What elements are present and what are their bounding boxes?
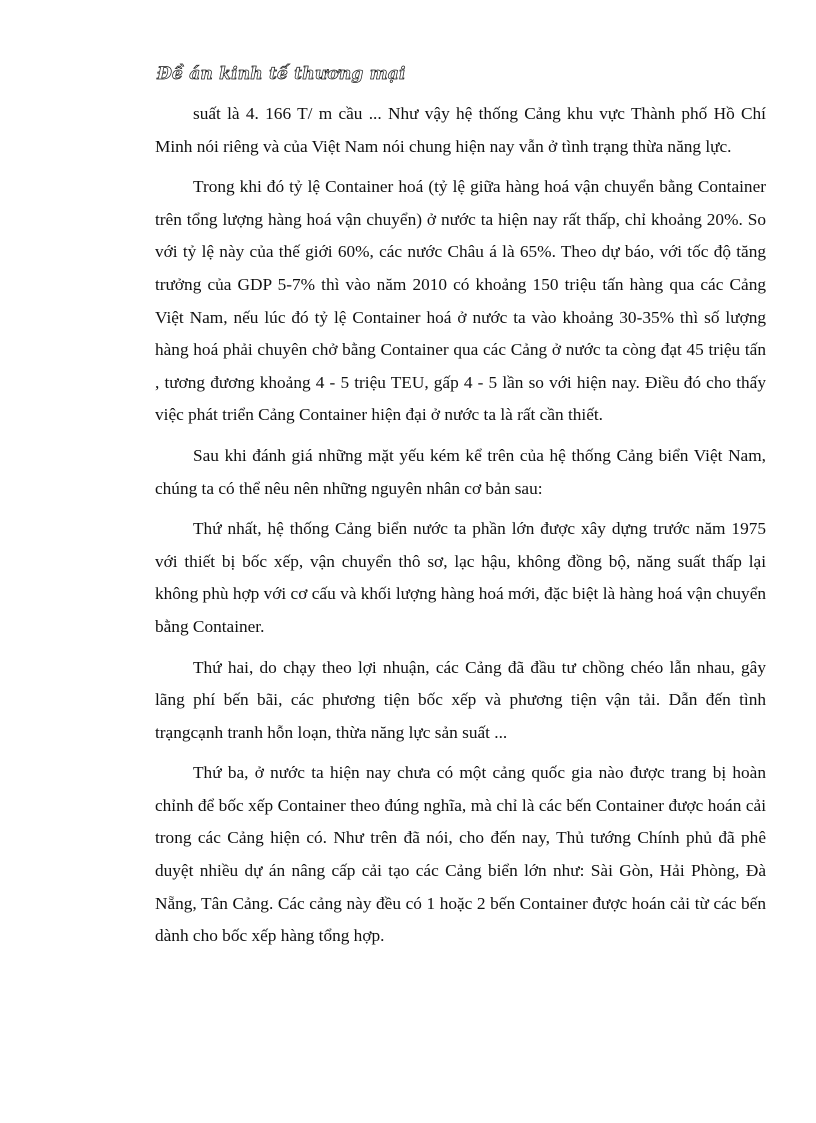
paragraph-continuation: suất là 4. 166 T/ m cầu ... Như vậy hệ thống Cảng khu vực Thành phố Hồ Chí Minh nói riêng và của Việt Nam nói chung hiện nay vẫn ở tình trạng thừa năng lực. [155, 104, 766, 156]
running-header: Đề án kinh tế thương mại [157, 64, 406, 84]
paragraph-container-ratio: Trong khi đó tỷ lệ Container hoá (tỷ lệ giữa hàng hoá vận chuyển bằng Container trên tổng lượng hàng hoá vận chuyển) ở nước ta hiện nay rất thấp, chỉ khoảng 20%. So với tỷ lệ này của thế giới 60%, các nước Châu á là 65%. Theo dự báo, với tốc độ tăng trưởng của GDP 5-7% thì vào năm 2010 có khoảng 150 triệu tấn hàng qua các Cảng Việt Nam, nếu lúc đó tỷ lệ Container hoá ở nước ta vào khoảng 30-35% thì số lượng hàng hoá phải chuyên chở bằng Container qua các Cảng ở nước ta còng đạt 45 triệu tấn , tương đương khoảng 4 - 5 triệu TEU, gấp 4 - 5 lần so với hiện nay. Điều đó cho thấy việc phát triển Cảng Container hiện đại ở nước ta là rất cần thiết. [155, 177, 766, 425]
paragraph-first-cause: Thứ nhất, hệ thống Cảng biển nước ta phần lớn được xây dựng trước năm 1975 với thiết bị bốc xếp, vận chuyển thô sơ, lạc hậu, không đồng bộ, năng suất thấp lại không phù hợp với cơ cấu và khối lượng hàng hoá mới, đặc biệt là hàng hoá vận chuyển bằng Container. [155, 519, 766, 636]
paragraph-second-cause: Thứ hai, do chạy theo lợi nhuận, các Cảng đã đầu tư chồng chéo lẫn nhau, gây lãng phí bến bãi, các phương tiện bốc xếp và phương tiện vận tải. Dẫn đến tình trạngcạnh tranh hỗn loạn, thừa năng lực sản suất ... [155, 657, 766, 742]
body-text [155, 98, 766, 953]
paragraph-causes-intro: Sau khi đánh giá những mặt yếu kém kể trên của hệ thống Cảng biển Việt Nam, chúng ta có thể nêu nên những nguyên nhân cơ bản sau: [155, 445, 766, 498]
paragraph-third-cause: Thứ ba, ở nước ta hiện nay chưa có một cảng quốc gia nào được trang bị hoàn chỉnh để bốc xếp Container theo đúng nghĩa, mà chỉ là các bến Container được hoán cải trong các Cảng hiện có. Như trên đã nói, cho đến nay, Thủ tướng Chính phủ đã phê duyệt nhiều dự án nâng cấp cải tạo các Cảng biển lớn như: Sài Gòn, Hải Phòng, Đà Nẵng, Tân Cảng. Các cảng này đều có 1 hoặc 2 bến Container được hoán cải từ các bến dành cho bốc xếp hàng tổng hợp. [155, 763, 766, 946]
